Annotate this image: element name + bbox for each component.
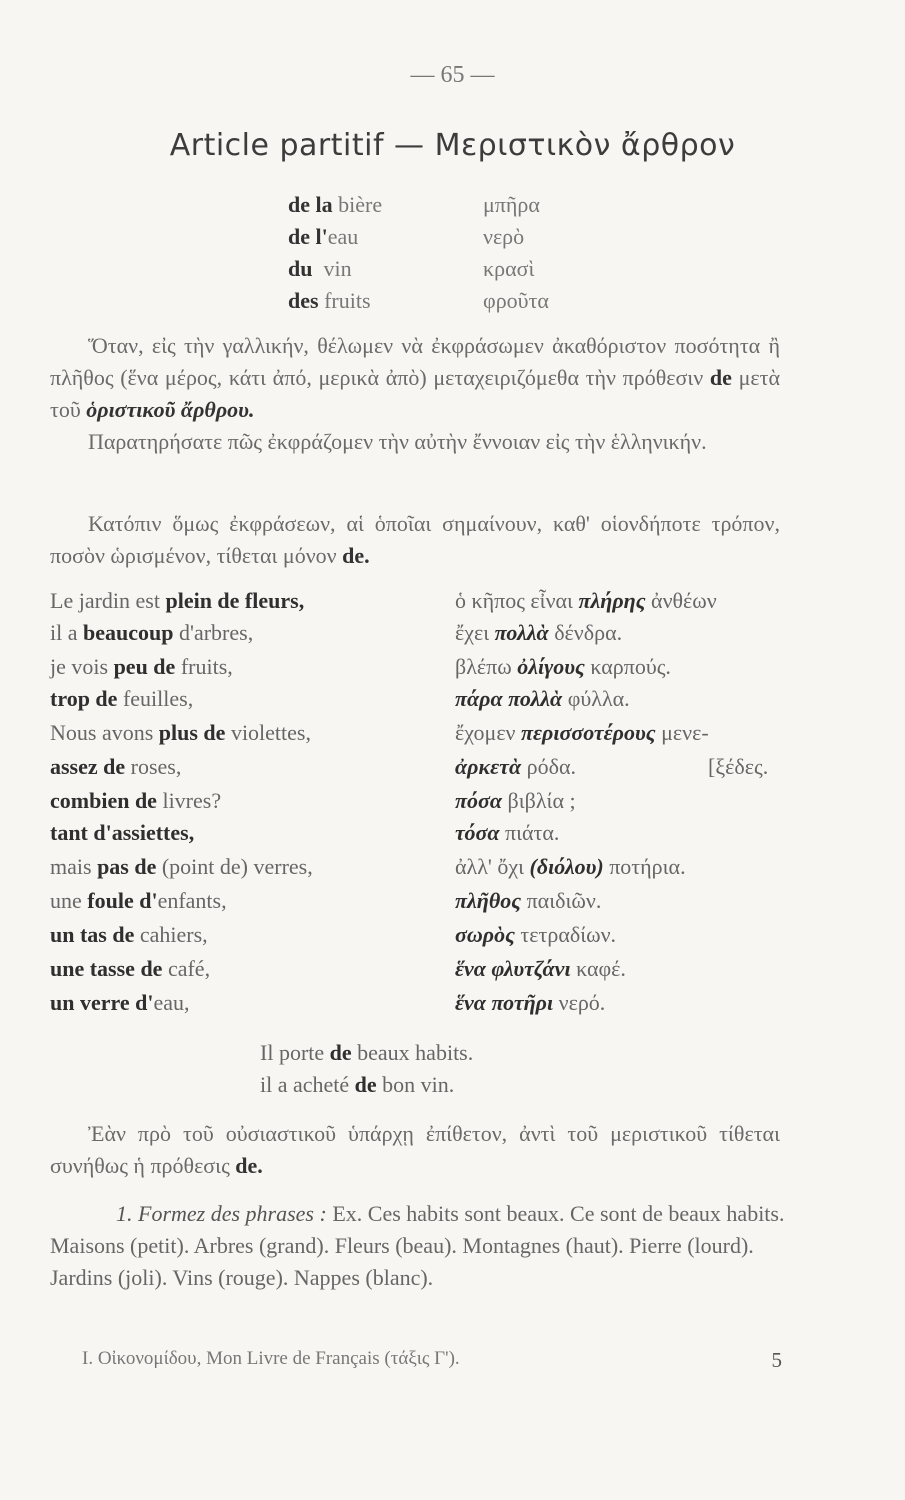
list-french: je vois peu de fruits,: [50, 654, 233, 679]
example-french: fruits: [324, 288, 371, 313]
list-french: un verre d'eau,: [50, 990, 190, 1015]
example-article: du: [288, 256, 313, 281]
list-greek: πλῆθος παιδιῶν.: [455, 888, 602, 913]
example-row: [288, 192, 382, 218]
para-text: Παρατηρήσατε πῶς ἐκφράζομεν τὴν αὐτὴν ἔννοιαν εἰς τὴν ἑλληνικήν.: [88, 429, 707, 454]
list-greek: ἕνα ποτῆρι νερό.: [455, 990, 606, 1015]
example-article: de l': [288, 224, 328, 249]
centered-example: il a acheté de bon vin.: [260, 1072, 455, 1097]
example-french: vin: [323, 256, 352, 281]
example-row: [288, 288, 371, 314]
paragraph-adjective-rule: [50, 1118, 780, 1182]
example-greek: φροῦτα: [483, 288, 549, 313]
para-keyword: de.: [235, 1153, 263, 1178]
footer-text: I. Οἰκονομίδου, Mon Livre de Français (τάξις Γ').: [82, 1348, 460, 1369]
paragraph-explanation: [50, 330, 780, 458]
list-french: mais pas de (point de) verres,: [50, 854, 313, 879]
example-row: [288, 224, 358, 250]
list-french: Le jardin est plein de fleurs,: [50, 588, 305, 613]
list-french: une tasse de café,: [50, 956, 211, 981]
example-article: des: [288, 288, 319, 313]
example-greek: κρασὶ: [483, 256, 535, 281]
example-article: de la: [288, 192, 333, 217]
para-text: Ἐὰν πρὸ τοῦ οὐσιαστικοῦ ὑπάρχῃ ἐπίθετον, ἀντὶ τοῦ μεριστικοῦ τίθεται συνήθως ἡ πρόθεσις: [50, 1121, 780, 1178]
exercise-text: Ex. Ces habits sont beaux. Ce sont de beaux habits. Maisons (petit). Arbres (grand). Fleurs (beau). Montagnes (haut). Pierre (lourd). Jardins (joli). Vins (rouge). Nappes (blanc).: [50, 1201, 785, 1290]
list-greek: ἔχει πολλὰ δένδρα.: [455, 620, 623, 645]
page-title: Article partitif — Μεριστικὸν ἄρθρον: [169, 128, 736, 163]
list-greek: πάρα πολλὰ φύλλα.: [455, 686, 630, 711]
centered-example: Il porte de beaux habits.: [260, 1040, 474, 1065]
exercise-1: [50, 1198, 795, 1294]
para-text: Ὅταν, εἰς τὴν γαλλικήν, θέλωμεν νὰ ἐκφράσωμεν ἀκαθόριστον ποσότητα ἢ πλῆθος (ἕνα μέρος, κάτι ἀπό, μερικὰ ἀπὸ) μεταχειριζόμεθα τὴν πρόθεσιν: [50, 333, 780, 390]
page-footer: [82, 1348, 782, 1370]
signature-number: 5: [771, 1348, 782, 1372]
example-french: eau: [327, 224, 359, 249]
para-text: μετὰ τοῦ: [50, 365, 781, 422]
list-greek: πόσα βιβλία ;: [455, 788, 576, 813]
list-french: Nous avons plus de violettes,: [50, 720, 311, 745]
example-row: [288, 256, 352, 282]
list-french: tant d'assiettes,: [50, 820, 195, 845]
list-french: une foule d'enfants,: [50, 888, 227, 913]
list-french: combien de livres?: [50, 788, 222, 813]
exercise-label: 1. Formez des phrases :: [116, 1201, 327, 1226]
list-greek: ὁ κῆπος εἶναι πλήρης ἀνθέων: [455, 588, 717, 613]
para-emphasis: ὁριστικοῦ ἄρθρου.: [86, 397, 255, 422]
list-french: un tas de cahiers,: [50, 922, 208, 947]
list-greek: ἕνα φλυτζάνι καφέ.: [455, 956, 626, 981]
list-french: trop de feuilles,: [50, 686, 194, 711]
list-greek: ἀρκετὰ ρόδα.: [455, 754, 576, 779]
para-keyword: de: [709, 365, 732, 390]
list-greek: τόσα πιάτα.: [455, 820, 560, 845]
list-greek-continuation: [ξέδες.: [708, 754, 769, 779]
paragraph-rule: [50, 508, 780, 572]
para-text: Κατόπιν ὅμως ἐκφράσεων, αἱ ὁποῖαι σημαίνουν, καθ' οἱονδήποτε τρόπον, ποσὸν ὡρισμένον, τίθεται μόνον: [50, 511, 780, 568]
list-greek: ἔχομεν περισσοτέρους μενε-: [455, 720, 709, 745]
example-greek: νερὸ: [483, 224, 525, 249]
list-french: assez de roses,: [50, 754, 182, 779]
list-french: il a beaucoup d'arbres,: [50, 620, 254, 645]
list-greek: βλέπω ὀλίγους καρπούς.: [455, 654, 671, 679]
list-greek: ἀλλ' ὄχι (διόλου) ποτήρια.: [455, 854, 686, 879]
list-greek: σωρὸς τετραδίων.: [455, 922, 617, 947]
para-keyword: de.: [342, 543, 370, 568]
example-french: bière: [338, 192, 383, 217]
example-greek: μπῆρα: [483, 192, 540, 217]
page-number: — 65 —: [410, 62, 495, 88]
